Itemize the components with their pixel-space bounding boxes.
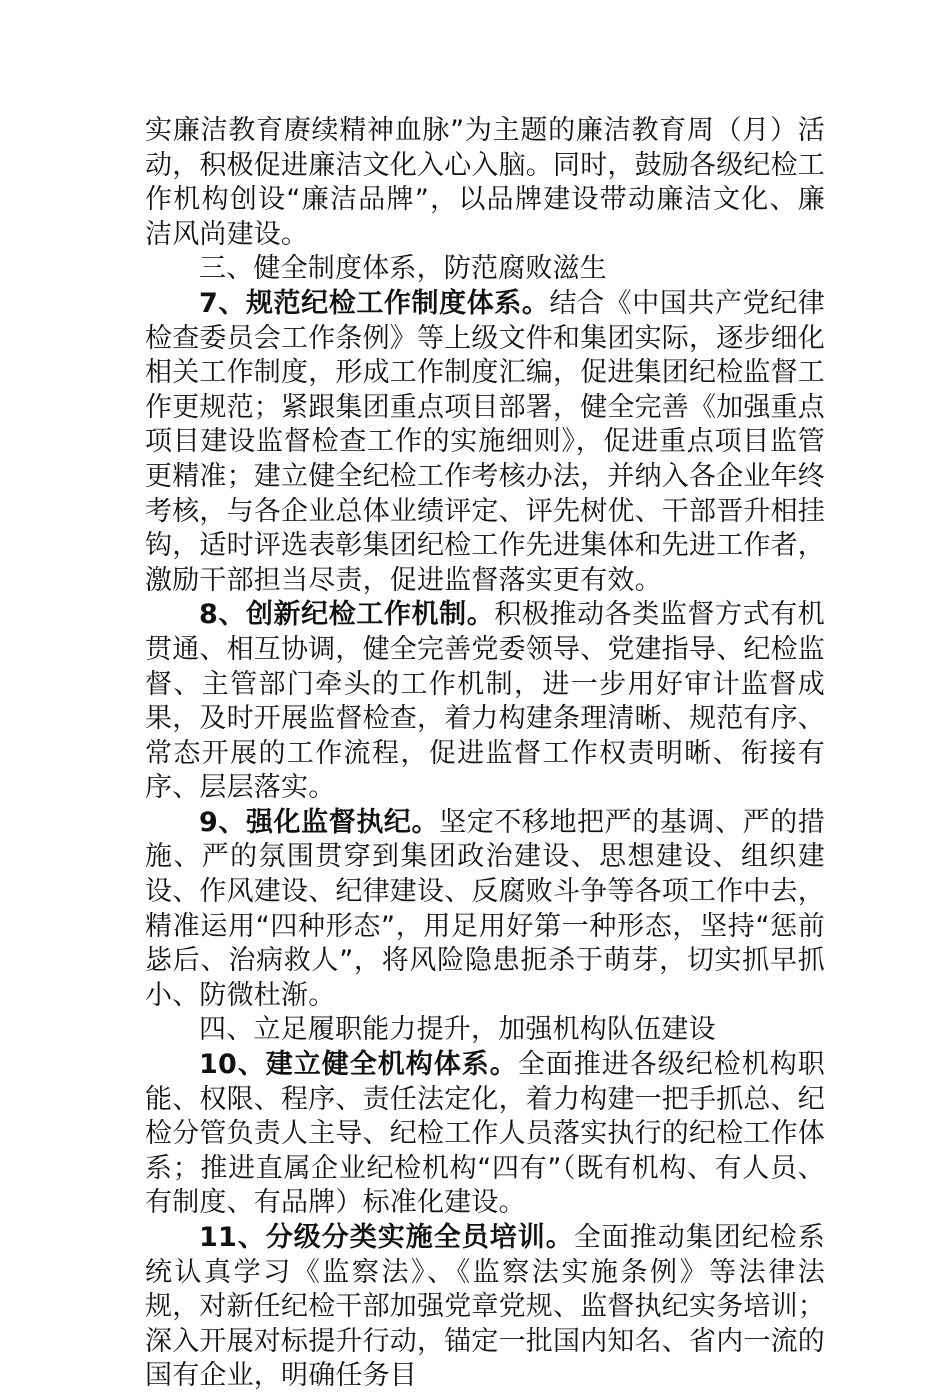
paragraph-item-8 [145, 598, 825, 806]
paragraph-item-9 [145, 806, 825, 1014]
paragraph-text: 全面推动集团纪检系统认真学习《监察法》、《监察法实施条例》等法律法规，对新任纪检干部加强党章党规、监督执纪实务培训；深入开展对标提升行动，锚定一批国内知名、省内一流的国有企业，明确任务目 [145, 1222, 825, 1392]
paragraph-text: 实廉洁教育赓续精神血脉”为主题的廉洁教育周（月）活动，积极促进廉洁文化入心入脑。同时，鼓励各级纪检工作机构创设“廉洁品牌”，以品牌建设带动廉洁文化、廉洁风尚建设。 [145, 115, 825, 250]
section-4-heading [145, 1013, 825, 1048]
section-heading-text: 四、立足履职能力提升，加强机构队伍建设 [199, 1014, 716, 1046]
item-lead: 9、强化监督执纪。 [199, 806, 440, 838]
item-lead: 10、建立健全机构体系。 [199, 1049, 518, 1081]
item-lead: 8、创新纪检工作机制。 [199, 599, 495, 631]
paragraph-item-7 [145, 287, 825, 598]
paragraph-text: 结合《中国共产党纪律检查委员会工作条例》等上级文件和集团实际，逐步细化相关工作制度，形成工作制度汇编，促进集团纪检监督工作更规范；紧跟集团重点项目部署，健全完善《加强重点项目建设监督检查工作的实施细则》，促进重点项目监管更精准；建立健全纪检工作考核办法，并纳入各企业年终考核，与各企业总体业绩评定、评先树优、干部晋升相挂钩，适时评选表彰集团纪检工作先进集体和先进工作者，激励干部担当尽责，促进监督落实更有效。 [145, 287, 826, 596]
section-3-heading [145, 252, 825, 287]
paragraph-item-10 [145, 1048, 825, 1221]
paragraph-item-11 [145, 1221, 825, 1394]
item-lead: 7、规范纪检工作制度体系。 [199, 287, 550, 319]
paragraph-text: 积极推动各类监督方式有机贯通、相互协调，健全完善党委领导、党建指导、纪检监督、主管部门牵头的工作机制，进一步用好审计监督成果，及时开展监督检查，着力构建条理清晰、规范有序、常态开展的工作流程，促进监督工作权责明晰、衔接有序、层层落实。 [145, 599, 825, 804]
document-page [145, 114, 825, 1394]
paragraph-continued [145, 114, 825, 252]
section-heading-text: 三、健全制度体系，防范腐败滋生 [199, 253, 607, 285]
item-lead: 11、分级分类实施全员培训。 [199, 1222, 574, 1253]
paragraph-text: 全面推进各级纪检机构职能、权限、程序、责任法定化，着力构建一把手抓总、纪检分管负责人主导、纪检工作人员落实执行的纪检工作体系；推进直属企业纪检机构“四有”（既有机构、有人员、有制度、有品牌）标准化建设。 [145, 1049, 825, 1219]
paragraph-text: 坚定不移地把严的基调、严的措施、严的氛围贯穿到集团政治建设、思想建设、组织建设、作风建设、纪律建设、反腐败斗争等各项工作中去，精准运用“四种形态”，用足用好第一种形态，坚持“惩前毖后、治病救人”，将风险隐患扼杀于萌芽，切实抓早抓小、防微杜渐。 [145, 806, 825, 1011]
